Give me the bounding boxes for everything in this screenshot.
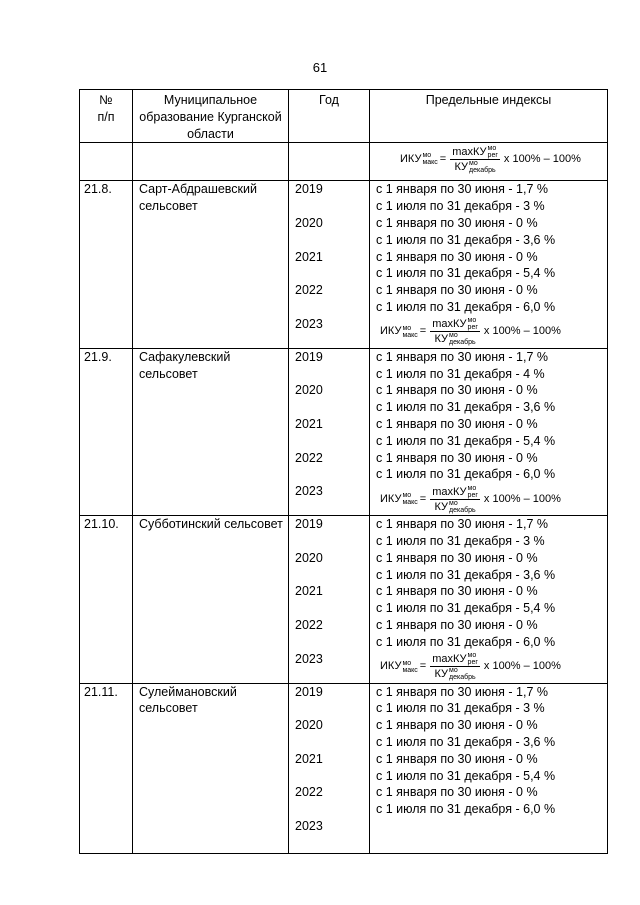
year-cell — [289, 348, 370, 515]
index-line: с 1 июля по 31 декабря - 5,4 % — [376, 768, 556, 783]
formula-eq: = — [419, 325, 427, 338]
formula-den: КУ — [454, 160, 468, 173]
index-line: с 1 июля по 31 декабря - 6,0 % — [376, 802, 556, 817]
formula-lhs-sub: макс — [402, 331, 418, 339]
year-value: 2022 — [295, 450, 323, 465]
formula-lhs: ИКУ — [380, 325, 402, 338]
formula-num: maxКУ — [432, 652, 467, 665]
formula-den: КУ — [434, 667, 448, 680]
year-value: 2019 — [295, 349, 323, 364]
formula-den-sup: мо — [469, 159, 478, 167]
index-line: с 1 июля по 31 декабря - 6,0 % — [376, 299, 556, 314]
formula-lhs: ИКУ — [380, 660, 402, 673]
formula-lhs-sub: макс — [402, 666, 418, 674]
table-row — [80, 181, 608, 348]
formula-den-sub: декабрь — [449, 339, 476, 347]
indices-cell — [370, 683, 608, 853]
index-line: с 1 января по 30 июня - 0 % — [376, 718, 538, 733]
row-number: 21.9. — [80, 348, 133, 515]
formula-num-sub: рег — [467, 491, 478, 499]
year-value: 2023 — [295, 484, 323, 499]
formula-eq: = — [419, 660, 427, 673]
year-value: 2020 — [295, 718, 323, 733]
formula-lhs-sup: мо — [422, 152, 432, 160]
year-value: 2020 — [295, 550, 323, 565]
municipality-name: Субботинский сельсовет — [133, 516, 289, 683]
formula-lhs-sub: макс — [402, 499, 418, 507]
table-row — [80, 683, 608, 853]
index-line: с 1 июля по 31 декабря - 3 % — [376, 199, 545, 214]
municipality-name: Сарт-Абдрашевский сельсовет — [133, 181, 289, 348]
formula-den-sub: декабрь — [449, 506, 476, 514]
formula-den-sup: мо — [449, 667, 458, 675]
index-line: с 1 января по 30 июня - 0 % — [376, 249, 538, 264]
formula-row — [80, 143, 608, 181]
formula-den: КУ — [434, 500, 448, 513]
year-value: 2022 — [295, 785, 323, 800]
index-line: с 1 января по 30 июня - 0 % — [376, 450, 538, 465]
index-line: с 1 июля по 31 декабря - 3 % — [376, 701, 545, 716]
year-value: 2020 — [295, 215, 323, 230]
year-cell — [289, 516, 370, 683]
index-formula — [400, 143, 607, 175]
header-year-text: Год — [319, 93, 339, 107]
index-line: с 1 июля по 31 декабря - 6,0 % — [376, 467, 556, 482]
header-num-text: № п/п — [97, 93, 115, 124]
indices-cell — [370, 516, 608, 683]
index-line: с 1 января по 30 июня - 0 % — [376, 283, 538, 298]
index-formula — [380, 483, 607, 515]
index-line: с 1 июля по 31 декабря - 5,4 % — [376, 266, 556, 281]
index-line: с 1 июля по 31 декабря - 3 % — [376, 533, 545, 548]
formula-lhs-sup: мо — [402, 324, 412, 332]
formula-num-sub: рег — [487, 151, 498, 159]
index-line: с 1 января по 30 июня - 0 % — [376, 550, 538, 565]
index-line: с 1 января по 30 июня - 0 % — [376, 215, 538, 230]
index-line: с 1 января по 30 июня - 0 % — [376, 751, 538, 766]
formula-num: maxКУ — [432, 318, 467, 331]
formula-num-sup: мо — [487, 144, 497, 152]
formula-lhs-sup: мо — [402, 659, 412, 667]
index-line: с 1 июля по 31 декабря - 3,6 % — [376, 400, 556, 415]
row-number: 21.11. — [80, 683, 133, 853]
year-value: 2023 — [295, 651, 323, 666]
index-line: с 1 июля по 31 декабря - 5,4 % — [376, 433, 556, 448]
formula-num: maxКУ — [432, 485, 467, 498]
index-line: с 1 января по 30 июня - 0 % — [376, 383, 538, 398]
year-value: 2021 — [295, 751, 323, 766]
formula-tail: x 100% – 100% — [483, 325, 561, 338]
indices-cell — [370, 181, 608, 348]
index-line: с 1 января по 30 июня - 1,7 % — [376, 349, 548, 364]
index-line: с 1 июля по 31 декабря - 3,6 % — [376, 232, 556, 247]
year-value: 2020 — [295, 383, 323, 398]
formula-lhs-sub: макс — [422, 159, 438, 167]
formula-num-sub: рег — [467, 324, 478, 332]
limit-indices-table — [79, 89, 608, 854]
formula-den-sub: декабрь — [469, 166, 496, 174]
formula-eq: = — [439, 152, 447, 165]
formula-num-sub: рег — [467, 659, 478, 667]
municipality-name: Сулеймановский сельсовет — [133, 683, 289, 853]
formula-den-sup: мо — [449, 499, 458, 507]
index-line: с 1 января по 30 июня - 1,7 % — [376, 517, 548, 532]
formula-num-sup: мо — [467, 484, 477, 492]
index-line: с 1 июля по 31 декабря - 3,6 % — [376, 734, 556, 749]
year-value: 2022 — [295, 617, 323, 632]
formula-tail: x 100% – 100% — [483, 492, 561, 505]
header-indices-text: Предельные индексы — [425, 93, 552, 107]
index-line: с 1 июля по 31 декабря - 4 % — [376, 366, 545, 381]
header-formula-cell — [370, 143, 608, 181]
year-cell — [289, 181, 370, 348]
row-number: 21.10. — [80, 516, 133, 683]
year-value: 2023 — [295, 316, 323, 331]
index-line: с 1 января по 30 июня - 0 % — [376, 416, 538, 431]
year-value: 2019 — [295, 517, 323, 532]
formula-num-sup: мо — [467, 652, 477, 660]
formula-lhs: ИКУ — [400, 152, 422, 165]
formula-lhs: ИКУ — [380, 492, 402, 505]
formula-den: КУ — [434, 333, 448, 346]
index-line: с 1 июля по 31 декабря - 3,6 % — [376, 567, 556, 582]
index-line: с 1 июля по 31 декабря - 6,0 % — [376, 634, 556, 649]
index-line: с 1 января по 30 июня - 0 % — [376, 584, 538, 599]
formula-eq: = — [419, 492, 427, 505]
formula-tail: x 100% – 100% — [483, 660, 561, 673]
formula-tail: x 100% – 100% — [503, 152, 581, 165]
index-line: с 1 января по 30 июня - 1,7 % — [376, 182, 548, 197]
index-formula — [380, 651, 607, 683]
index-formula — [380, 316, 607, 348]
page-number: 61 — [312, 60, 328, 75]
formula-lhs-sup: мо — [402, 492, 412, 500]
header-year — [289, 90, 370, 143]
table-header-row — [80, 90, 608, 143]
header-num — [80, 90, 133, 143]
year-value: 2021 — [295, 584, 323, 599]
formula-den-sup: мо — [449, 332, 458, 340]
year-value: 2019 — [295, 684, 323, 699]
index-line: с 1 июля по 31 декабря - 5,4 % — [376, 601, 556, 616]
year-cell — [289, 683, 370, 853]
index-line: с 1 января по 30 июня - 0 % — [376, 785, 538, 800]
index-line: с 1 января по 30 июня - 1,7 % — [376, 684, 548, 699]
municipality-name: Сафакулевский сельсовет — [133, 348, 289, 515]
header-municipality-text: Муниципальное образование Курганской области — [139, 93, 282, 141]
row-number: 21.8. — [80, 181, 133, 348]
table-row — [80, 348, 608, 515]
formula-den-sub: декабрь — [449, 674, 476, 682]
formula-num-sup: мо — [467, 317, 477, 325]
header-municipality — [133, 90, 289, 143]
header-indices — [370, 90, 608, 143]
year-value: 2021 — [295, 416, 323, 431]
index-line: с 1 января по 30 июня - 0 % — [376, 617, 538, 632]
formula-num: maxКУ — [452, 145, 487, 158]
year-value: 2023 — [295, 818, 323, 833]
indices-cell — [370, 348, 608, 515]
year-value: 2021 — [295, 249, 323, 264]
table-row — [80, 516, 608, 683]
year-value: 2019 — [295, 182, 323, 197]
year-value: 2022 — [295, 283, 323, 298]
